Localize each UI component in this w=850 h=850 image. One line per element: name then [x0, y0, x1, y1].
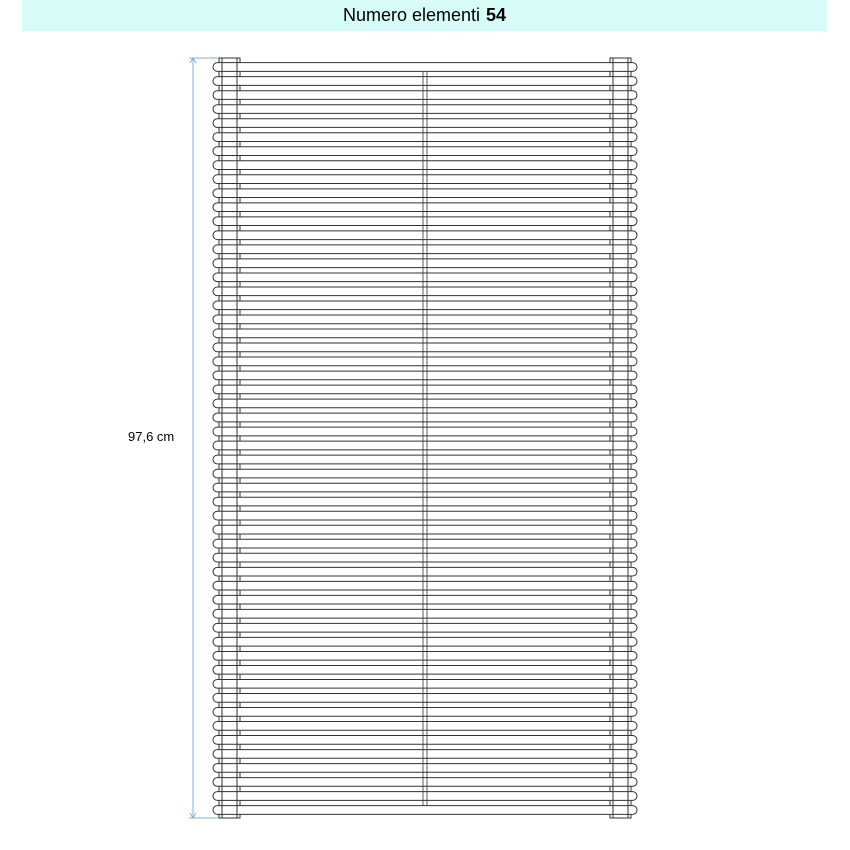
radiator-tube: [213, 217, 637, 226]
radiator-tube: [213, 637, 637, 646]
radiator-tube: [213, 231, 637, 240]
radiator-tube: [213, 91, 637, 100]
radiator-tube: [213, 63, 637, 72]
radiator-tube: [213, 567, 637, 576]
radiator-tube: [213, 708, 637, 717]
radiator-tube: [213, 147, 637, 156]
radiator-tube: [213, 371, 637, 380]
radiator-tube: [213, 609, 637, 618]
radiator-tube: [213, 245, 637, 254]
radiator-tube: [213, 778, 637, 787]
radiator-tube: [213, 427, 637, 436]
radiator-tube: [213, 623, 637, 632]
radiator-tube: [213, 679, 637, 688]
element-count: 54: [486, 5, 507, 25]
radiator-tube: [213, 175, 637, 184]
radiator-tube: [213, 133, 637, 142]
radiator-tube: [213, 413, 637, 422]
height-dimension: [189, 58, 222, 818]
radiator-tube: [213, 287, 637, 296]
radiator-tube: [213, 525, 637, 534]
radiator-tube: [213, 483, 637, 492]
header-label: Numero elementi: [342, 5, 481, 25]
radiator-tube: [213, 665, 637, 674]
radiator-tube: [213, 259, 637, 268]
radiator-tube: [213, 77, 637, 86]
radiator-tube: [213, 750, 637, 759]
radiator-tube: [213, 161, 637, 170]
radiator-tube: [213, 105, 637, 114]
radiator-tube: [213, 329, 637, 338]
radiator-tube: [213, 497, 637, 506]
radiator-tube: [213, 455, 637, 464]
radiator-tube: [213, 315, 637, 324]
radiator-tube: [213, 343, 637, 352]
radiator-tube: [213, 792, 637, 801]
height-dimension-label: 97,6 cm: [128, 429, 175, 444]
radiator-tube: [213, 399, 637, 408]
radiator-tube: [213, 694, 637, 703]
radiator-tube: [213, 119, 637, 128]
radiator-tube: [213, 273, 637, 282]
radiator-tube: [213, 203, 637, 212]
radiator-drawing: [213, 58, 637, 818]
radiator-tube: [213, 189, 637, 198]
radiator-tube: [213, 441, 637, 450]
radiator-tube: [213, 651, 637, 660]
radiator-tube: [213, 581, 637, 590]
radiator-tube: [213, 511, 637, 520]
radiator-tube: [213, 722, 637, 731]
radiator-tube: [213, 385, 637, 394]
radiator-tube: [213, 736, 637, 745]
radiator-tube: [213, 469, 637, 478]
radiator-tube: [213, 357, 637, 366]
radiator-tube: [213, 806, 637, 815]
radiator-tube: [213, 553, 637, 562]
radiator-tube: [213, 764, 637, 773]
radiator-tube: [213, 301, 637, 310]
radiator-tube: [213, 595, 637, 604]
radiator-tube: [213, 539, 637, 548]
